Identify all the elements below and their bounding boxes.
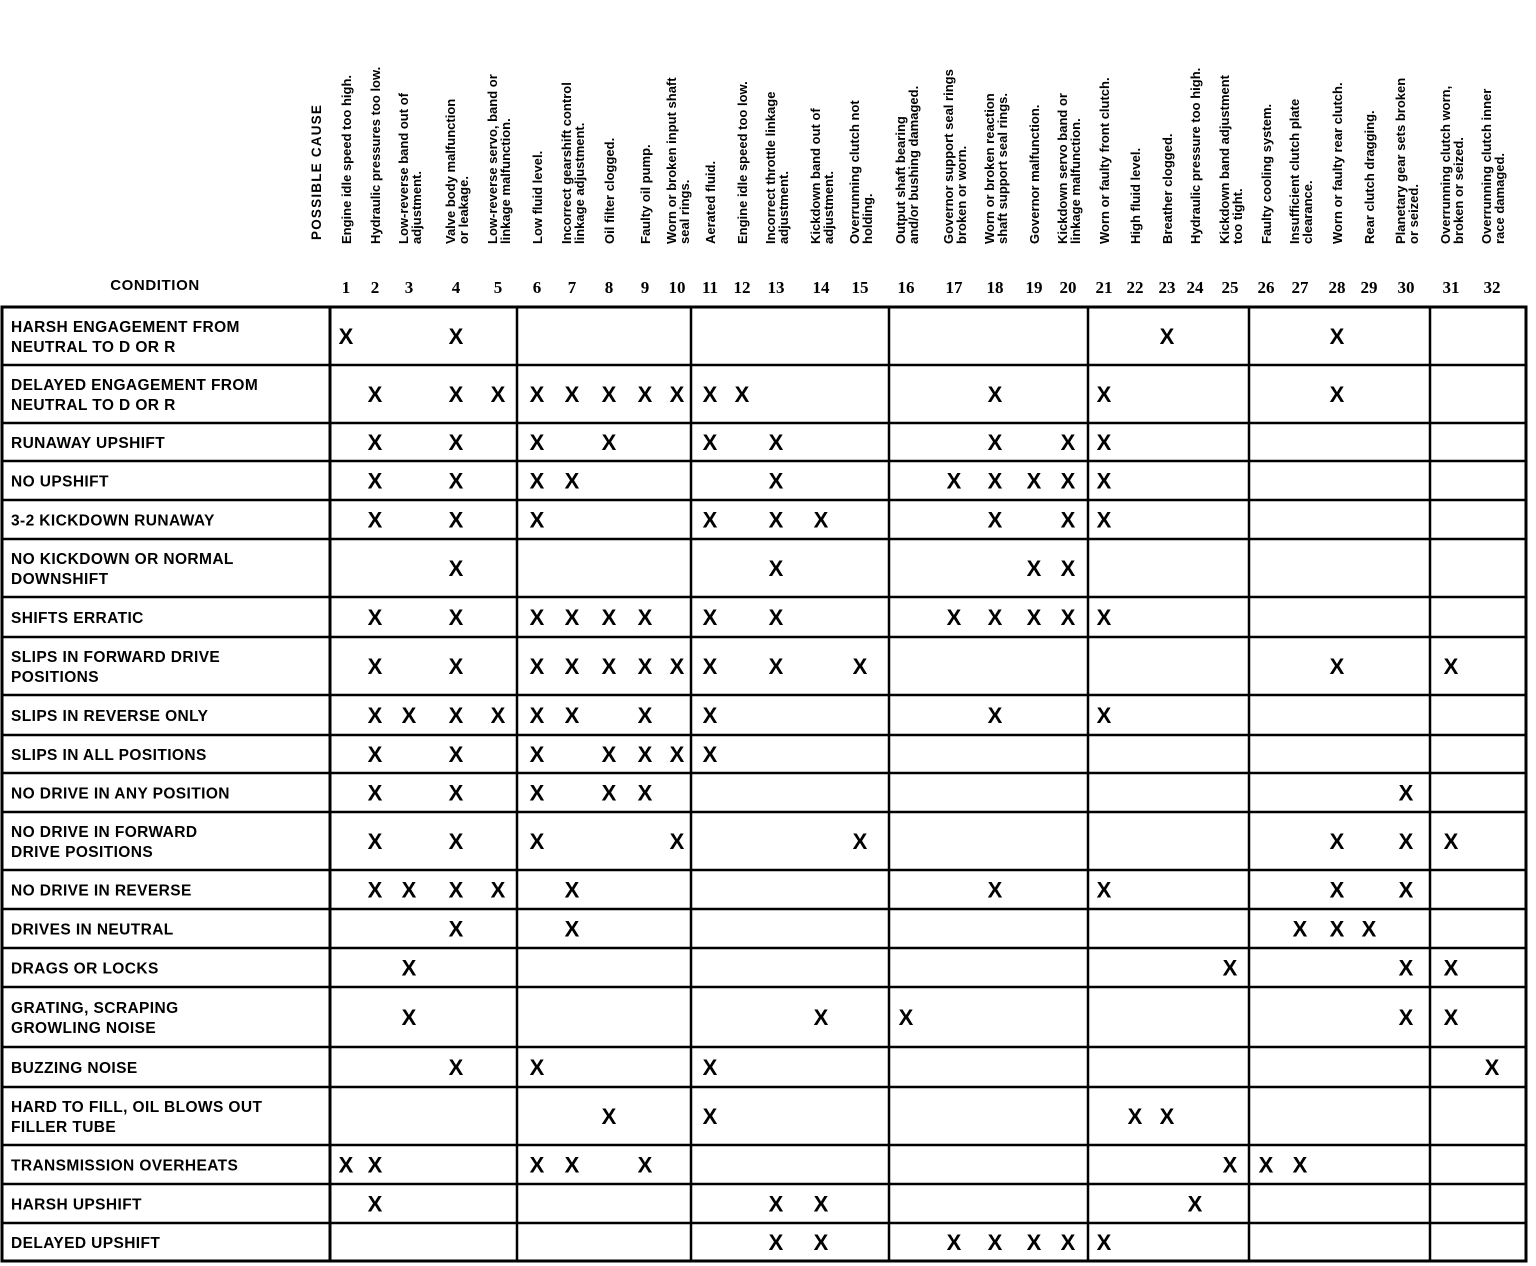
cause-header: Worn or faulty front clutch. bbox=[1097, 77, 1112, 244]
cause-mark: X bbox=[702, 430, 718, 455]
cause-mark: X bbox=[1060, 605, 1076, 630]
cause-mark: X bbox=[401, 877, 417, 903]
cause-mark: X bbox=[529, 605, 545, 630]
cause-header: clearance. bbox=[1300, 180, 1315, 244]
condition-label-text: DELAYED UPSHIFT bbox=[11, 1235, 161, 1252]
cause-mark: X bbox=[1292, 916, 1308, 942]
condition-label-text: DRIVE POSITIONS bbox=[11, 844, 154, 861]
cause-mark: X bbox=[529, 430, 545, 455]
cause-mark: X bbox=[448, 654, 464, 679]
cause-number: 17 bbox=[945, 278, 963, 297]
cause-mark: X bbox=[1484, 1055, 1500, 1080]
cause-header: Engine idle speed too high. bbox=[339, 74, 354, 244]
cause-number: 20 bbox=[1059, 278, 1077, 297]
cause-number: 19 bbox=[1025, 278, 1043, 297]
cause-number: 31 bbox=[1442, 278, 1460, 297]
cause-number: 25 bbox=[1221, 278, 1239, 297]
condition-label-text: GROWLING NOISE bbox=[11, 1020, 157, 1037]
cause-header: Oil filter clogged. bbox=[602, 137, 617, 244]
cause-mark: X bbox=[987, 468, 1003, 494]
cause-mark: X bbox=[367, 780, 383, 806]
cause-mark: X bbox=[367, 1191, 383, 1217]
possible-cause-label: POSSIBLE CAUSE bbox=[309, 103, 324, 240]
cause-mark: X bbox=[1096, 507, 1112, 533]
cause-mark: X bbox=[702, 382, 718, 407]
cause-mark: X bbox=[1398, 1005, 1414, 1030]
cause-mark: X bbox=[1127, 1104, 1143, 1129]
cause-mark: X bbox=[1258, 1152, 1274, 1178]
cause-number: 7 bbox=[567, 278, 577, 297]
condition-label-text: NEUTRAL TO D OR R bbox=[11, 397, 176, 414]
cause-mark: X bbox=[702, 1104, 718, 1129]
cause-header: Kickdown band out of bbox=[808, 108, 823, 244]
cause-mark: X bbox=[529, 1055, 545, 1080]
cause-header: Faulty oil pump. bbox=[638, 144, 653, 244]
cause-number: 4 bbox=[451, 278, 461, 297]
cause-mark: X bbox=[1060, 556, 1076, 581]
cause-mark: X bbox=[367, 382, 383, 407]
condition-labels bbox=[11, 319, 262, 1252]
cause-mark: X bbox=[987, 1230, 1003, 1255]
cause-mark: X bbox=[637, 605, 653, 630]
cause-mark: X bbox=[448, 829, 464, 854]
cause-mark: X bbox=[702, 507, 718, 533]
cause-mark: X bbox=[1222, 955, 1238, 981]
cause-mark: X bbox=[1329, 829, 1345, 854]
cause-mark: X bbox=[813, 1191, 829, 1217]
cause-mark: X bbox=[601, 1104, 617, 1129]
cause-mark: X bbox=[367, 430, 383, 455]
condition-label-text: DELAYED ENGAGEMENT FROM bbox=[11, 377, 259, 394]
cause-mark: X bbox=[702, 742, 718, 767]
cause-mark: X bbox=[702, 703, 718, 728]
cause-mark: X bbox=[1026, 468, 1042, 494]
cause-mark: X bbox=[768, 605, 784, 630]
cause-header: Incorrect gearshift control bbox=[559, 82, 574, 244]
cause-mark: X bbox=[564, 916, 580, 942]
cause-header: Planetary gear sets broken bbox=[1393, 77, 1408, 244]
cause-mark: X bbox=[1096, 703, 1112, 728]
cause-header: adjustment. bbox=[409, 171, 424, 244]
cause-header: holding. bbox=[860, 193, 875, 244]
cause-mark: X bbox=[448, 780, 464, 806]
cause-mark: X bbox=[601, 605, 617, 630]
cause-mark: X bbox=[702, 654, 718, 679]
cause-header: Kickdown band adjustment bbox=[1217, 74, 1232, 244]
cause-mark: X bbox=[1159, 324, 1175, 349]
cause-mark: X bbox=[1096, 382, 1112, 407]
cause-mark: X bbox=[987, 507, 1003, 533]
cause-mark: X bbox=[448, 605, 464, 630]
cause-number: 2 bbox=[370, 278, 380, 297]
cause-mark: X bbox=[1398, 955, 1414, 981]
cause-mark: X bbox=[564, 877, 580, 903]
cause-mark: X bbox=[734, 382, 750, 407]
cause-mark: X bbox=[637, 1152, 653, 1178]
condition-label-text: SLIPS IN REVERSE ONLY bbox=[11, 708, 209, 725]
cause-header: adjustment. bbox=[821, 171, 836, 244]
cause-mark: X bbox=[529, 780, 545, 806]
cause-mark: X bbox=[669, 382, 685, 407]
cause-mark: X bbox=[367, 507, 383, 533]
cause-header: Valve body malfunction bbox=[443, 98, 458, 244]
cause-mark: X bbox=[448, 916, 464, 942]
cause-header: seal rings. bbox=[677, 179, 692, 244]
cause-numbers bbox=[342, 278, 1501, 297]
cause-header: too tight. bbox=[1230, 188, 1245, 244]
cause-header: Overrunning clutch inner bbox=[1479, 88, 1494, 244]
cause-number: 22 bbox=[1126, 278, 1144, 297]
cause-number: 28 bbox=[1328, 278, 1346, 297]
cause-mark: X bbox=[1329, 324, 1345, 349]
cause-mark: X bbox=[529, 507, 545, 533]
cause-mark: X bbox=[768, 1191, 784, 1217]
cause-header: Breather clogged. bbox=[1160, 133, 1175, 244]
cause-mark: X bbox=[401, 703, 417, 728]
cause-header: Low-reverse band out of bbox=[396, 93, 411, 244]
condition-label-text: POSITIONS bbox=[11, 669, 100, 686]
cause-mark: X bbox=[852, 654, 868, 679]
cause-number: 32 bbox=[1483, 278, 1501, 297]
cause-header: Worn or broken input shaft bbox=[664, 77, 679, 244]
cause-number: 13 bbox=[767, 278, 785, 297]
cause-number: 14 bbox=[812, 278, 830, 297]
cause-mark: X bbox=[1060, 1230, 1076, 1255]
cause-header: Overrunning clutch worn, bbox=[1438, 85, 1453, 244]
cause-header: linkage malfunction. bbox=[498, 118, 513, 244]
cause-mark: X bbox=[564, 468, 580, 494]
condition-label: CONDITION bbox=[110, 277, 200, 294]
cause-number: 27 bbox=[1291, 278, 1309, 297]
cause-mark: X bbox=[852, 829, 868, 854]
condition-label-text: TRANSMISSION OVERHEATS bbox=[11, 1157, 239, 1175]
cause-mark: X bbox=[1096, 877, 1112, 903]
cause-number: 18 bbox=[986, 278, 1004, 297]
cause-mark: X bbox=[637, 703, 653, 728]
condition-label-text: GRATING, SCRAPING bbox=[11, 1000, 179, 1017]
cause-header: Worn or broken reaction bbox=[982, 93, 997, 244]
cause-mark: X bbox=[448, 324, 464, 349]
cause-mark: X bbox=[601, 742, 617, 767]
cause-mark: X bbox=[987, 382, 1003, 407]
cause-mark: X bbox=[987, 605, 1003, 630]
cause-mark: X bbox=[448, 742, 464, 767]
cause-mark: X bbox=[1096, 605, 1112, 630]
cause-number: 30 bbox=[1397, 278, 1415, 297]
cause-header: Governor malfunction. bbox=[1027, 104, 1042, 244]
cause-mark: X bbox=[1060, 430, 1076, 455]
cause-mark: X bbox=[1443, 829, 1459, 854]
cause-number: 23 bbox=[1158, 278, 1176, 297]
cause-mark: X bbox=[1329, 877, 1345, 903]
cause-mark: X bbox=[338, 324, 354, 349]
cause-header: Engine idle speed too low. bbox=[735, 81, 750, 244]
cause-mark: X bbox=[813, 1230, 829, 1255]
cause-header: linkage malfunction. bbox=[1068, 118, 1083, 244]
cause-mark: X bbox=[946, 1230, 962, 1255]
cause-mark: X bbox=[367, 654, 383, 679]
cause-mark: X bbox=[1096, 430, 1112, 455]
cause-mark: X bbox=[529, 468, 545, 494]
cause-number: 1 bbox=[341, 278, 351, 297]
cause-header: and/or bushing damaged. bbox=[906, 85, 921, 244]
condition-label-text: RUNAWAY UPSHIFT bbox=[11, 435, 166, 452]
cause-mark: X bbox=[564, 605, 580, 630]
cause-mark: X bbox=[768, 1230, 784, 1255]
cause-mark: X bbox=[367, 605, 383, 630]
cause-mark: X bbox=[367, 1152, 383, 1178]
cause-mark: X bbox=[529, 703, 545, 728]
cause-mark: X bbox=[448, 1055, 464, 1080]
cause-number: 26 bbox=[1257, 278, 1275, 297]
cause-mark: X bbox=[490, 877, 506, 903]
cause-mark: X bbox=[1443, 1005, 1459, 1030]
cause-header: Kickdown servo band or bbox=[1055, 93, 1070, 244]
condition-label-text: SLIPS IN ALL POSITIONS bbox=[11, 747, 207, 764]
cause-header: Low fluid level. bbox=[530, 150, 545, 244]
cause-mark: X bbox=[669, 742, 685, 767]
cause-mark: X bbox=[601, 382, 617, 407]
cause-mark: X bbox=[367, 829, 383, 854]
cause-mark: X bbox=[1329, 382, 1345, 407]
cause-mark: X bbox=[702, 1055, 718, 1080]
marks bbox=[339, 324, 1500, 1255]
cause-mark: X bbox=[1159, 1104, 1175, 1129]
cause-header: broken or seized. bbox=[1451, 137, 1466, 244]
cause-mark: X bbox=[564, 382, 580, 407]
condition-label-text: SHIFTS ERRATIC bbox=[11, 610, 144, 627]
cause-mark: X bbox=[448, 703, 464, 728]
cause-mark: X bbox=[529, 829, 545, 854]
cause-number: 21 bbox=[1095, 278, 1113, 297]
cause-mark: X bbox=[601, 780, 617, 806]
cause-mark: X bbox=[1060, 468, 1076, 494]
condition-label-text: HARSH UPSHIFT bbox=[11, 1196, 142, 1214]
cause-header: Insufficient clutch plate bbox=[1287, 98, 1302, 244]
cause-number: 5 bbox=[493, 278, 503, 297]
cause-mark: X bbox=[338, 1152, 354, 1178]
cause-mark: X bbox=[448, 556, 464, 581]
cause-mark: X bbox=[490, 382, 506, 407]
cause-mark: X bbox=[637, 382, 653, 407]
cause-mark: X bbox=[813, 507, 829, 533]
cause-header: or seized. bbox=[1406, 184, 1421, 244]
cause-header: Incorrect throttle linkage bbox=[763, 91, 778, 244]
cause-mark: X bbox=[813, 1005, 829, 1030]
condition-label-text: BUZZING NOISE bbox=[11, 1060, 138, 1077]
cause-mark: X bbox=[564, 1152, 580, 1178]
cause-mark: X bbox=[401, 955, 417, 981]
cause-mark: X bbox=[564, 654, 580, 679]
cause-header: linkage adjustment. bbox=[572, 122, 587, 244]
cause-mark: X bbox=[1398, 829, 1414, 854]
cause-header: High fluid level. bbox=[1128, 147, 1143, 244]
cause-header: Hydraulic pressures too low. bbox=[368, 66, 383, 244]
condition-label-text: NO DRIVE IN ANY POSITION bbox=[11, 785, 230, 803]
cause-mark: X bbox=[702, 605, 718, 630]
cause-mark: X bbox=[601, 430, 617, 455]
condition-label-text: SLIPS IN FORWARD DRIVE bbox=[11, 649, 221, 666]
cause-number: 15 bbox=[851, 278, 869, 297]
cause-mark: X bbox=[987, 877, 1003, 903]
cause-header: adjustment. bbox=[776, 171, 791, 244]
cause-mark: X bbox=[946, 605, 962, 630]
cause-mark: X bbox=[1060, 507, 1076, 533]
cause-mark: X bbox=[1026, 556, 1042, 581]
cause-mark: X bbox=[669, 829, 685, 854]
cause-mark: X bbox=[1187, 1191, 1203, 1217]
cause-mark: X bbox=[987, 430, 1003, 455]
table-border bbox=[2, 307, 1526, 1261]
cause-mark: X bbox=[1292, 1152, 1308, 1178]
cause-mark: X bbox=[637, 742, 653, 767]
cause-header: Rear clutch dragging. bbox=[1362, 110, 1377, 244]
cause-header: Low-reverse servo, band or bbox=[485, 74, 500, 244]
cause-number: 8 bbox=[604, 278, 614, 297]
cause-header: shaft support seal rings. bbox=[995, 93, 1010, 244]
cause-mark: X bbox=[448, 877, 464, 903]
cause-header: Hydraulic pressure too high. bbox=[1188, 67, 1203, 244]
cause-mark: X bbox=[367, 877, 383, 903]
cause-header: or leakage. bbox=[456, 176, 471, 244]
cause-header: race damaged. bbox=[1492, 152, 1507, 244]
cause-mark: X bbox=[1443, 654, 1459, 679]
cause-header: broken or worn. bbox=[954, 145, 969, 244]
cause-mark: X bbox=[768, 507, 784, 533]
condition-label-text: FILLER TUBE bbox=[11, 1119, 117, 1136]
cause-mark: X bbox=[490, 703, 506, 728]
cause-mark: X bbox=[1096, 1230, 1112, 1255]
cause-header: Aerated fluid. bbox=[703, 160, 718, 244]
cause-mark: X bbox=[448, 430, 464, 455]
cause-mark: X bbox=[669, 654, 685, 679]
cause-mark: X bbox=[1026, 605, 1042, 630]
cause-number: 3 bbox=[404, 278, 414, 297]
condition-label-text: HARSH ENGAGEMENT FROM bbox=[11, 319, 240, 336]
condition-label-text: DRIVES IN NEUTRAL bbox=[11, 921, 174, 939]
cause-mark: X bbox=[601, 654, 617, 679]
cause-number: 29 bbox=[1360, 278, 1378, 297]
cause-mark: X bbox=[946, 468, 962, 494]
cause-mark: X bbox=[1398, 877, 1414, 903]
condition-label-text: DRAGS OR LOCKS bbox=[11, 960, 159, 978]
cause-header: Governor support seal rings bbox=[941, 69, 956, 244]
cause-mark: X bbox=[768, 654, 784, 679]
cause-mark: X bbox=[1096, 468, 1112, 494]
condition-label-text: NO KICKDOWN OR NORMAL bbox=[11, 551, 234, 568]
cause-mark: X bbox=[1361, 916, 1377, 942]
cause-mark: X bbox=[987, 703, 1003, 728]
condition-label-text: NO UPSHIFT bbox=[11, 473, 109, 491]
condition-label-text: NEUTRAL TO D OR R bbox=[11, 339, 176, 356]
cause-mark: X bbox=[367, 703, 383, 728]
cause-mark: X bbox=[1026, 1230, 1042, 1255]
condition-label-text: NO DRIVE IN REVERSE bbox=[11, 882, 192, 900]
condition-label-text: HARD TO FILL, OIL BLOWS OUT bbox=[11, 1099, 263, 1116]
cause-mark: X bbox=[529, 382, 545, 407]
cause-header: Faulty cooling system. bbox=[1259, 103, 1274, 244]
cause-mark: X bbox=[637, 780, 653, 806]
cause-mark: X bbox=[768, 556, 784, 581]
cause-header: Output shaft bearing bbox=[893, 116, 908, 244]
condition-label-text: 3-2 KICKDOWN RUNAWAY bbox=[11, 512, 215, 530]
cause-mark: X bbox=[529, 654, 545, 679]
condition-label-text: DOWNSHIFT bbox=[11, 571, 109, 588]
cause-mark: X bbox=[637, 654, 653, 679]
cause-mark: X bbox=[448, 468, 464, 494]
cause-mark: X bbox=[367, 468, 383, 494]
cause-mark: X bbox=[1329, 916, 1345, 942]
cause-headers bbox=[339, 67, 1507, 244]
cause-mark: X bbox=[448, 382, 464, 407]
cause-number: 12 bbox=[733, 278, 751, 297]
cause-number: 24 bbox=[1186, 278, 1204, 297]
cause-mark: X bbox=[448, 507, 464, 533]
cause-mark: X bbox=[768, 468, 784, 494]
cause-mark: X bbox=[1222, 1152, 1238, 1178]
cause-mark: X bbox=[768, 430, 784, 455]
cause-number: 11 bbox=[701, 278, 719, 297]
cause-header: Overrunning clutch not bbox=[847, 100, 862, 244]
cause-number: 10 bbox=[668, 278, 686, 297]
cause-number: 6 bbox=[532, 278, 542, 297]
cause-mark: X bbox=[529, 1152, 545, 1178]
cause-mark: X bbox=[1398, 780, 1414, 806]
cause-mark: X bbox=[564, 703, 580, 728]
cause-number: 9 bbox=[640, 278, 650, 297]
cause-mark: X bbox=[367, 742, 383, 767]
cause-mark: X bbox=[1329, 654, 1345, 679]
cause-number: 16 bbox=[897, 278, 915, 297]
cause-mark: X bbox=[529, 742, 545, 767]
condition-label-text: NO DRIVE IN FORWARD bbox=[11, 824, 198, 841]
cause-header: Worn or faulty rear clutch. bbox=[1330, 82, 1345, 244]
cause-mark: X bbox=[1443, 955, 1459, 981]
cause-mark: X bbox=[401, 1005, 417, 1030]
table-grid bbox=[2, 307, 1526, 1261]
cause-mark: X bbox=[898, 1005, 914, 1030]
